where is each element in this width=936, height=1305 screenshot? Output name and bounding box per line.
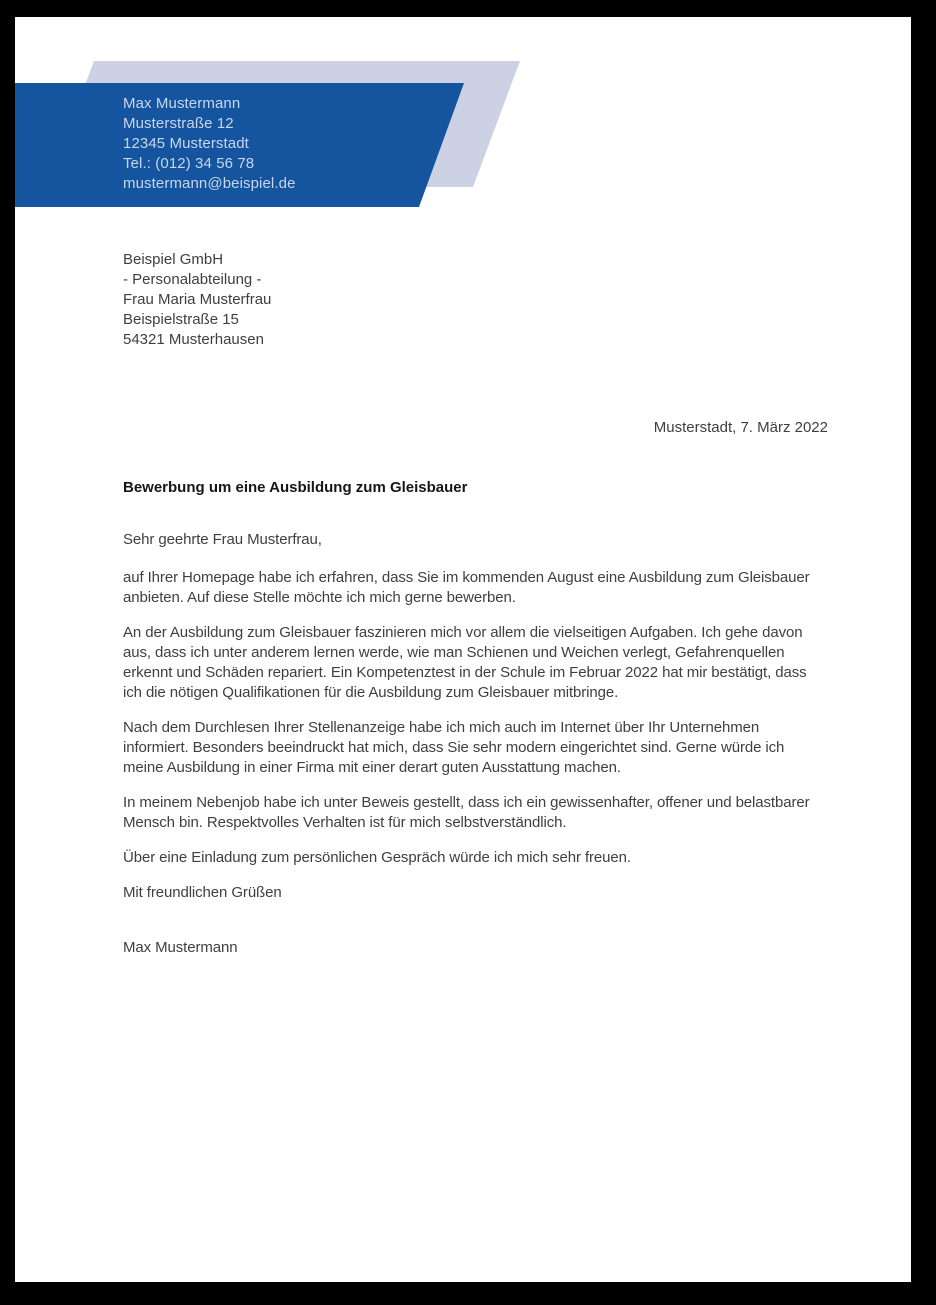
recipient-company: Beispiel GmbH — [123, 251, 224, 268]
sender-phone: Tel.: (012) 34 56 78 — [123, 155, 255, 172]
closing: Mit freundlichen Grüßen — [123, 884, 282, 901]
paragraph-3: Nach dem Durchlesen Ihrer Stellenanzeige habe ich mich auch im Internet über Ihr Unternehmen informiert. Besonders beeindruckt hat mich, dass Sie sehr modern eingerichtet sind. Gerne würde ich meine Ausbildung in einer Firma mit einer derart guten Ausstattung machen. — [123, 719, 785, 776]
sender-block — [123, 94, 296, 194]
subject-line: Bewerbung um eine Ausbildung zum Gleisbauer — [123, 479, 468, 496]
sender-city: 12345 Musterstadt — [123, 135, 249, 152]
recipient-block — [123, 250, 271, 350]
sender-email: mustermann@beispiel.de — [123, 175, 296, 192]
recipient-contact: Frau Maria Musterfrau — [123, 291, 272, 308]
recipient-city: 54321 Musterhausen — [123, 331, 264, 348]
paragraph-2: An der Ausbildung zum Gleisbauer faszinieren mich vor allem die vielseitigen Aufgaben. Ich gehe davon aus, dass ich unter anderem lernen werde, wie man Schienen und Weichen verlegt, Gefahrenquellen erkennt und Schäden repariert. Ein Kompetenztest in der Schule im Februar 2022 hat mir bestätigt, dass ich die nötigen Qualifikationen für die Ausbildung zum Gleisbauer mitbringe. — [123, 624, 807, 701]
letter-body — [123, 478, 828, 958]
signature-name: Max Mustermann — [123, 939, 238, 956]
sender-name: Max Mustermann — [123, 95, 241, 112]
sender-street: Musterstraße 12 — [123, 115, 234, 132]
recipient-department: - Personalabteilung - — [123, 271, 262, 288]
paragraph-5: Über eine Einladung zum persönlichen Gespräch würde ich mich sehr freuen. — [123, 849, 631, 866]
recipient-street: Beispielstraße 15 — [123, 311, 239, 328]
date-line: Musterstadt, 7. März 2022 — [653, 419, 828, 436]
paragraph-4: In meinem Nebenjob habe ich unter Beweis gestellt, dass ich ein gewissenhafter, offener und belastbarer Mensch bin. Respektvolles Verhalten ist für mich selbstverständlich. — [123, 794, 810, 831]
paragraph-1: auf Ihrer Homepage habe ich erfahren, dass Sie im kommenden August eine Ausbildung zum Gleisbauer anbieten. Auf diese Stelle möchte ich mich gerne bewerben. — [123, 569, 810, 606]
letter-page — [15, 17, 911, 1282]
header-banner — [15, 17, 911, 232]
salutation: Sehr geehrte Frau Musterfrau, — [123, 531, 322, 548]
